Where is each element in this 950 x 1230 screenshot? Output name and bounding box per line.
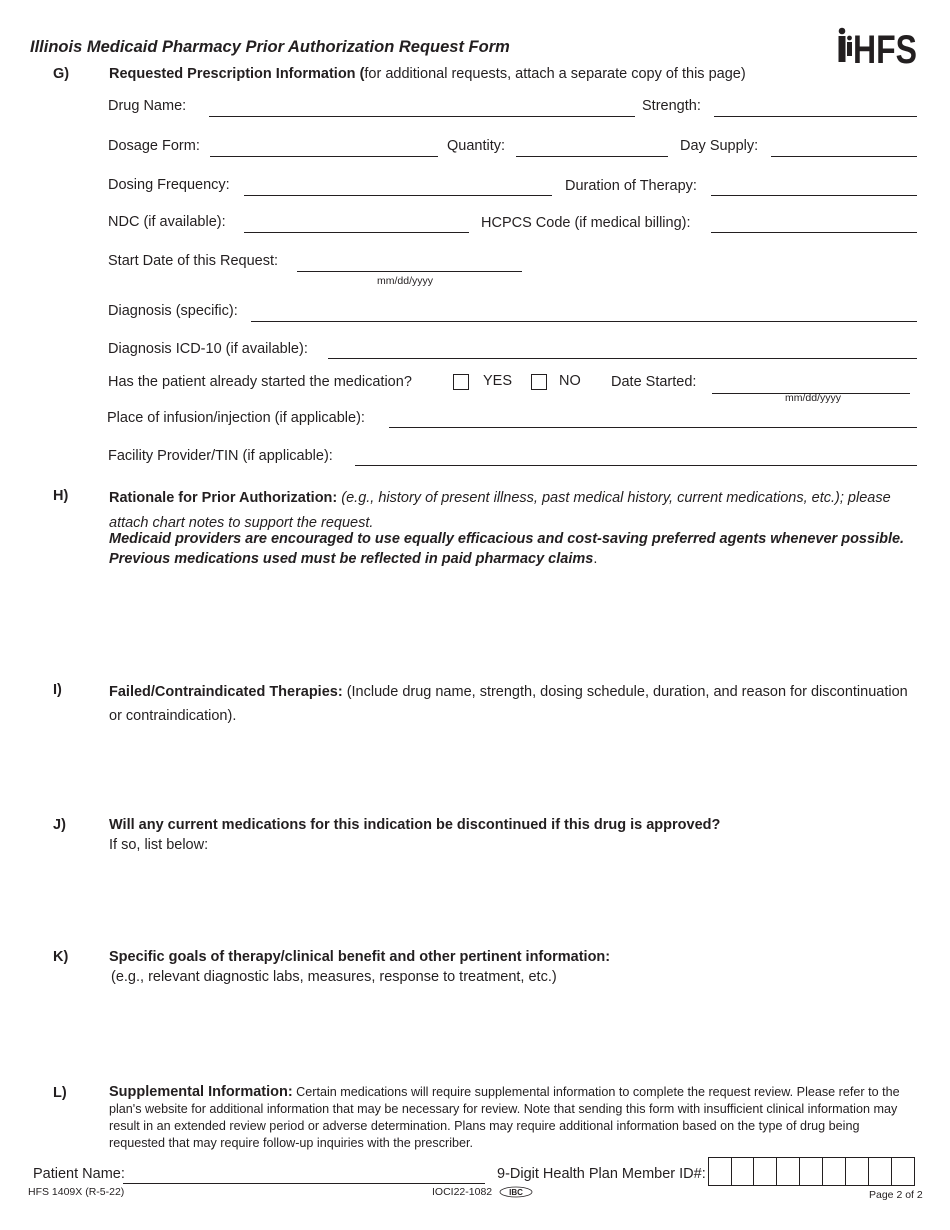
section-g-title: Requested Prescription Information (for additional requests, attach a separate copy of this page) — [109, 66, 746, 82]
icd10-label: Diagnosis ICD-10 (if available): — [108, 341, 308, 357]
form-number: HFS 1409X (R-5-22) — [28, 1186, 125, 1198]
strength-field[interactable] — [714, 116, 917, 117]
member-id-digit-box[interactable] — [823, 1157, 846, 1186]
hcpcs-label: HCPCS Code (if medical billing): — [481, 215, 691, 231]
hcpcs-field[interactable] — [711, 232, 917, 233]
dosage-form-field[interactable] — [210, 156, 438, 157]
quantity-label: Quantity: — [447, 138, 506, 154]
diagnosis-field[interactable] — [251, 321, 917, 322]
yes-label: YES — [483, 373, 513, 389]
form-title: Illinois Medicaid Pharmacy Prior Authorization Request Form — [30, 38, 510, 56]
page-number: Page 2 of 2 — [869, 1189, 923, 1201]
no-checkbox[interactable] — [531, 374, 547, 390]
section-k-title: Specific goals of therapy/clinical benefit and other pertinent information: — [109, 949, 611, 965]
started-question-label: Has the patient already started the medication? — [108, 374, 412, 390]
section-g-letter: G) — [53, 66, 70, 82]
section-l-letter: L) — [53, 1085, 67, 1101]
no-label: NO — [559, 373, 581, 389]
yes-checkbox[interactable] — [453, 374, 469, 390]
duration-field[interactable] — [711, 195, 917, 196]
diagnosis-label: Diagnosis (specific): — [108, 303, 238, 319]
icd10-field[interactable] — [328, 358, 917, 359]
date-started-label: Date Started: — [611, 374, 697, 390]
section-j-text: If so, list below: — [109, 837, 209, 853]
dosage-form-label: Dosage Form: — [108, 138, 200, 154]
member-id-digit-box[interactable] — [846, 1157, 869, 1186]
dosing-frequency-field[interactable] — [244, 195, 552, 196]
union-bug-icon — [498, 1186, 534, 1198]
section-h-letter: H) — [53, 488, 69, 504]
member-id-digit-box[interactable] — [731, 1157, 754, 1186]
section-k-letter: K) — [53, 949, 69, 965]
strength-label: Strength: — [642, 98, 701, 114]
section-k-text: (e.g., relevant diagnostic labs, measures, response to treatment, etc.) — [111, 969, 557, 985]
section-i-letter: I) — [53, 682, 62, 698]
facility-label: Facility Provider/TIN (if applicable): — [108, 448, 333, 464]
place-infusion-label: Place of infusion/injection (if applicable): — [107, 410, 365, 426]
start-date-format-hint: mm/dd/yyyy — [377, 275, 434, 287]
section-i-text: Failed/Contraindicated Therapies: (Include drug name, strength, dosing schedule, duration, and reason for discontinuation or contraindication). — [109, 684, 908, 724]
quantity-field[interactable] — [516, 156, 668, 157]
place-infusion-field[interactable] — [389, 427, 917, 428]
section-j-letter: J) — [53, 817, 66, 833]
member-id-digit-box[interactable] — [800, 1157, 823, 1186]
member-id-digit-box[interactable] — [754, 1157, 777, 1186]
patient-name-label: Patient Name: — [33, 1166, 125, 1182]
start-date-label: Start Date of this Request: — [108, 253, 279, 269]
member-id-digit-box[interactable] — [892, 1157, 915, 1186]
facility-field[interactable] — [355, 465, 917, 466]
section-j-title: Will any current medications for this indication be discontinued if this drug is approved? — [109, 817, 721, 833]
member-id-label: 9-Digit Health Plan Member ID#: — [497, 1166, 706, 1182]
day-supply-field[interactable] — [771, 156, 917, 157]
date-started-format-hint: mm/dd/yyyy — [785, 392, 842, 404]
printing-code: IOCI22-1082 — [432, 1186, 493, 1198]
drug-name-label: Drug Name: — [108, 98, 187, 114]
section-h-emphasis: Medicaid providers are encouraged to use equally efficacious and cost-saving preferred agents whenever possible. Previous medications used must be reflected in paid pharmacy claims. — [109, 531, 905, 567]
hfs-logo — [836, 26, 918, 72]
logo-text: HFS — [853, 28, 917, 72]
member-id-digit-box[interactable] — [869, 1157, 892, 1186]
patient-name-field[interactable] — [123, 1183, 485, 1184]
member-id-digit-box[interactable] — [777, 1157, 800, 1186]
day-supply-label: Day Supply: — [680, 138, 759, 154]
ndc-field[interactable] — [244, 232, 469, 233]
section-h-intro: Rationale for Prior Authorization: (e.g., history of present illness, past medical history, current medications, etc.); please attach chart notes to support the request. — [109, 490, 891, 531]
dosing-frequency-label: Dosing Frequency: — [108, 177, 230, 193]
section-l-text: Supplemental Information: Certain medications will require supplemental information to complete the request review. Please refer to the plan's website for additional information that may be necessary for review. Note that sending this form with insufficient clinical information may result in an extended review period or adverse determination. Plans may require additional information based on the type of drug being requested that may require follow-up inquiries with the prescriber. — [109, 1084, 900, 1150]
member-id-digit-box[interactable] — [708, 1157, 732, 1186]
svg-text:IBC: IBC — [509, 1188, 523, 1197]
duration-label: Duration of Therapy: — [565, 178, 697, 194]
ndc-label: NDC (if available): — [108, 214, 226, 230]
drug-name-field[interactable] — [209, 116, 635, 117]
start-date-field[interactable] — [297, 271, 522, 272]
